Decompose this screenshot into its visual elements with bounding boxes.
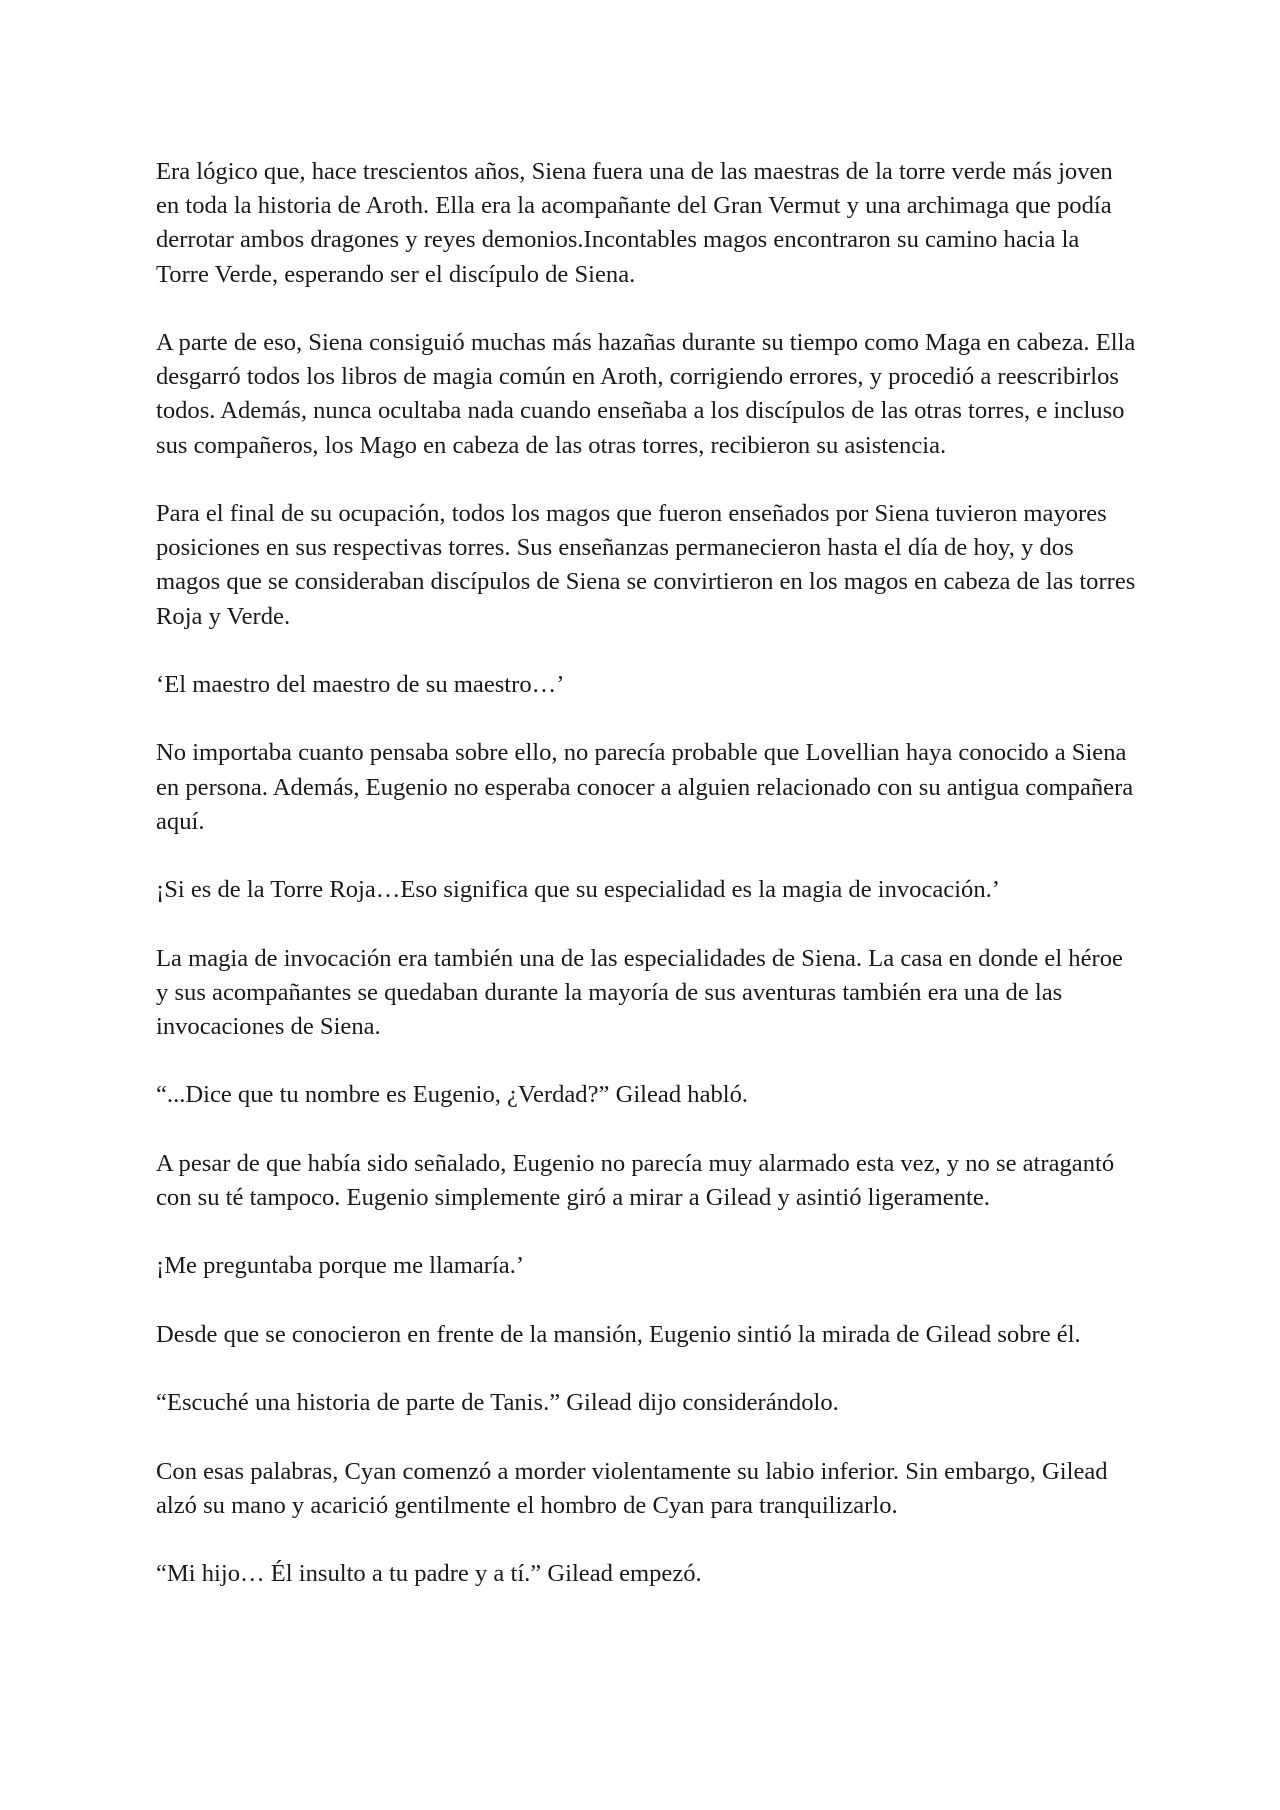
paragraph: Era lógico que, hace trescientos años, Siena fuera una de las maestras de la torre verde más joven en toda la historia de Aroth. Ella era la acompañante del Gran Vermut y una archimaga que podía derrotar ambos dragones y reyes demonios.Incontables magos encontraron su camino hacia la Torre Verde, esperando ser el discípulo de Siena. [156, 158, 1113, 288]
paragraph: ¡Me preguntaba porque me llamaría.’ [156, 1252, 525, 1280]
paragraph: Desde que se conocieron en frente de la mansión, Eugenio sintió la mirada de Gilead sobre él. [156, 1320, 1081, 1348]
paragraph: A pesar de que había sido señalado, Eugenio no parecía muy alarmado esta vez, y no se atragantó con su té tampoco. Eugenio simplemente giró a mirar a Gilead y asintió ligeramente. [156, 1149, 1115, 1211]
paragraph: Con esas palabras, Cyan comenzó a morder violentamente su labio inferior. Sin embargo, Gilead alzó su mano y acarició gentilmente el hombro de Cyan para tranquilizarlo. [156, 1457, 1108, 1519]
paragraph: ‘El maestro del maestro de su maestro…’ [156, 671, 565, 698]
paragraph: “Escuché una historia de parte de Tanis.” Gilead dijo considerándolo. [156, 1389, 839, 1417]
paragraph: ¡Si es de la Torre Roja…Eso significa que su especialidad es la magia de invocación.’ [156, 876, 1000, 904]
paragraph: La magia de invocación era también una de las especialidades de Siena. La casa en donde el héroe y sus acompañantes se quedaban durante la mayoría de sus aventuras también era una de las invocaciones de Siena. [156, 944, 1123, 1040]
paragraph: “Mi hijo… Él insulto a tu padre y a tí.” Gilead empezó. [156, 1560, 702, 1588]
paragraph: Para el final de su ocupación, todos los magos que fueron enseñados por Siena tuvieron mayores posiciones en sus respectivas torres. Sus enseñanzas permanecieron hasta el día de hoy, y dos magos que se consideraban discípulos de Siena se convirtieron en los magos en cabeza de las torres Roja y Verde. [156, 500, 1136, 630]
paragraph: A parte de eso, Siena consiguió muchas más hazañas durante su tiempo como Maga en cabeza. Ella desgarró todos los libros de magia común en Aroth, corrigiendo errores, y procedió a reescribirlos todos. Además, nunca ocultaba nada cuando enseñaba a los discípulos de las otras torres, e incluso sus compañeros, los Mago en cabeza de las otras torres, recibieron su asistencia. [156, 329, 1136, 459]
document-body [156, 155, 1136, 1626]
paragraph: “...Dice que tu nombre es Eugenio, ¿Verdad?” Gilead habló. [156, 1081, 749, 1109]
paragraph: No importaba cuanto pensaba sobre ello, no parecía probable que Lovellian haya conocido a Siena en persona. Además, Eugenio no esperaba conocer a alguien relacionado con su antigua compañera aquí. [156, 739, 1134, 835]
